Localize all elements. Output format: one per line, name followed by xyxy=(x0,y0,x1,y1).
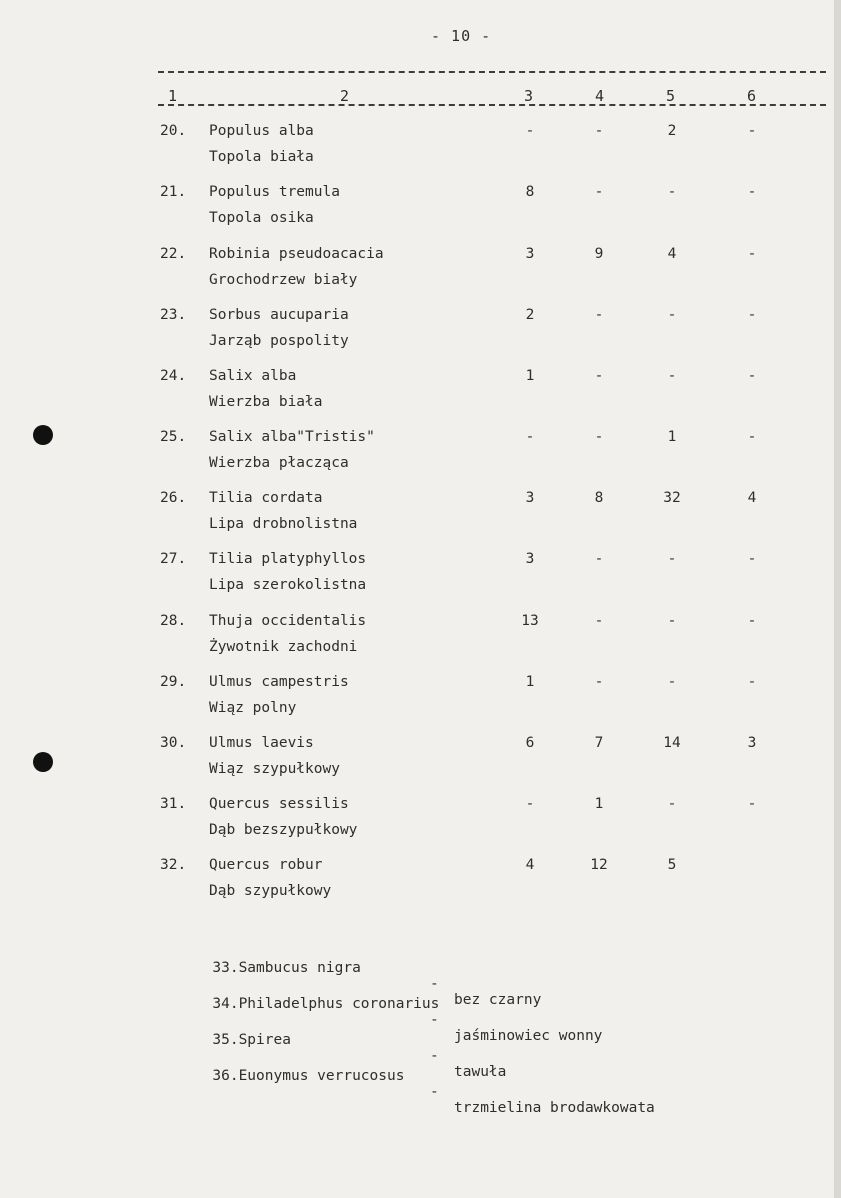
latin-name: Populus alba xyxy=(209,123,314,139)
value-col-6: - xyxy=(747,674,757,690)
column-header-3: 3 xyxy=(524,87,534,105)
row-number: 23. xyxy=(160,307,187,323)
shrub-latin-name: 36.Euonymus verrucosus xyxy=(212,1068,405,1084)
value-col-3: - xyxy=(525,123,535,139)
value-col-5: - xyxy=(667,551,677,567)
value-col-3: 2 xyxy=(525,307,535,323)
polish-name: Wiąz polny xyxy=(209,700,297,716)
value-col-5: - xyxy=(667,674,677,690)
value-col-4: - xyxy=(594,613,604,629)
value-col-6: - xyxy=(747,184,757,200)
value-col-6: - xyxy=(747,796,757,812)
shrub-polish-name: tawuła xyxy=(454,1064,507,1080)
value-col-5: - xyxy=(667,613,677,629)
polish-name: Dąb bezszypułkowy xyxy=(209,822,358,838)
value-col-5: - xyxy=(667,368,677,384)
table-row xyxy=(0,796,841,852)
top-dashed-rule xyxy=(158,71,826,73)
table-row xyxy=(0,490,841,546)
table-row xyxy=(0,674,841,730)
table-row xyxy=(0,613,841,669)
polish-name: Grochodrzew biały xyxy=(209,272,358,288)
punch-hole xyxy=(33,425,53,445)
value-col-6: - xyxy=(747,123,757,139)
value-col-6: - xyxy=(747,613,757,629)
value-col-6: 4 xyxy=(747,490,757,506)
latin-name: Salix alba xyxy=(209,368,297,384)
shrub-latin-name: 34.Philadelphus coronarius xyxy=(212,996,440,1012)
value-col-5: 14 xyxy=(663,735,681,751)
value-col-4: - xyxy=(594,307,604,323)
punch-hole xyxy=(33,752,53,772)
table-row xyxy=(0,123,841,179)
latin-name: Sorbus aucuparia xyxy=(209,307,349,323)
shrub-polish-name: bez czarny xyxy=(454,992,542,1008)
value-col-6: 3 xyxy=(747,735,757,751)
value-col-4: 1 xyxy=(594,796,604,812)
value-col-4: - xyxy=(594,123,604,139)
value-col-3: 3 xyxy=(525,490,535,506)
value-col-4: 12 xyxy=(590,857,608,873)
value-col-6: - xyxy=(747,307,757,323)
row-number: 29. xyxy=(160,674,187,690)
row-number: 22. xyxy=(160,246,187,262)
row-number: 27. xyxy=(160,551,187,567)
row-number: 26. xyxy=(160,490,187,506)
latin-name: Populus tremula xyxy=(209,184,340,200)
latin-name: Ulmus campestris xyxy=(209,674,349,690)
value-col-4: 9 xyxy=(594,246,604,262)
page-number: - 10 - xyxy=(431,27,492,45)
value-col-6: - xyxy=(747,429,757,445)
table-row xyxy=(0,429,841,485)
header-dashed-rule xyxy=(158,104,826,106)
latin-name: Salix alba"Tristis" xyxy=(209,429,375,445)
polish-name: Wierzba płacząca xyxy=(209,455,349,471)
value-col-3: 1 xyxy=(525,674,535,690)
latin-name: Thuja occidentalis xyxy=(209,613,367,629)
value-col-3: 1 xyxy=(525,368,535,384)
column-header-6: 6 xyxy=(747,87,757,105)
latin-name: Tilia cordata xyxy=(209,490,323,506)
value-col-5: 32 xyxy=(663,490,681,506)
value-col-4: - xyxy=(594,551,604,567)
shrub-dash: - xyxy=(430,1084,439,1100)
value-col-3: 3 xyxy=(525,246,535,262)
polish-name: Jarząb pospolity xyxy=(209,333,349,349)
value-col-4: - xyxy=(594,368,604,384)
shrub-dash: - xyxy=(430,976,439,992)
value-col-6: - xyxy=(747,551,757,567)
table-row xyxy=(0,735,841,791)
shrub-dash: - xyxy=(430,1012,439,1028)
row-number: 28. xyxy=(160,613,187,629)
latin-name: Ulmus laevis xyxy=(209,735,314,751)
polish-name: Żywotnik zachodni xyxy=(209,639,358,655)
value-col-6: - xyxy=(747,246,757,262)
row-number: 24. xyxy=(160,368,187,384)
polish-name: Lipa drobnolistna xyxy=(209,516,358,532)
value-col-3: - xyxy=(525,796,535,812)
shrub-polish-name: jaśminowiec wonny xyxy=(454,1028,603,1044)
value-col-4: - xyxy=(594,674,604,690)
shrub-dash: - xyxy=(430,1048,439,1064)
polish-name: Topola osika xyxy=(209,210,314,226)
value-col-4: - xyxy=(594,184,604,200)
polish-name: Topola biała xyxy=(209,149,314,165)
value-col-5: 2 xyxy=(667,123,677,139)
table-row xyxy=(0,368,841,424)
table-row xyxy=(0,246,841,302)
value-col-5: 1 xyxy=(667,429,677,445)
row-number: 32. xyxy=(160,857,187,873)
latin-name: Robinia pseudoacacia xyxy=(209,246,384,262)
value-col-3: 8 xyxy=(525,184,535,200)
table-row xyxy=(0,551,841,607)
value-col-3: 4 xyxy=(525,857,535,873)
row-number: 21. xyxy=(160,184,187,200)
value-col-3: - xyxy=(525,429,535,445)
latin-name: Tilia platyphyllos xyxy=(209,551,367,567)
shrub-polish-name: trzmielina brodawkowata xyxy=(454,1100,655,1116)
column-header-2: 2 xyxy=(340,87,350,105)
shrub-latin-name: 35.Spirea xyxy=(212,1032,291,1048)
row-number: 31. xyxy=(160,796,187,812)
polish-name: Lipa szerokolistna xyxy=(209,577,367,593)
polish-name: Dąb szypułkowy xyxy=(209,883,332,899)
column-header-5: 5 xyxy=(666,87,676,105)
value-col-5: - xyxy=(667,307,677,323)
value-col-4: - xyxy=(594,429,604,445)
table-row xyxy=(0,307,841,363)
value-col-5: - xyxy=(667,796,677,812)
value-col-5: 5 xyxy=(667,857,677,873)
polish-name: Wierzba biała xyxy=(209,394,323,410)
polish-name: Wiąz szypułkowy xyxy=(209,761,340,777)
value-col-4: 7 xyxy=(594,735,604,751)
value-col-3: 3 xyxy=(525,551,535,567)
value-col-3: 13 xyxy=(521,613,539,629)
latin-name: Quercus robur xyxy=(209,857,323,873)
row-number: 25. xyxy=(160,429,187,445)
latin-name: Quercus sessilis xyxy=(209,796,349,812)
shrub-latin-name: 33.Sambucus nigra xyxy=(212,960,361,976)
column-header-4: 4 xyxy=(595,87,605,105)
value-col-5: 4 xyxy=(667,246,677,262)
row-number: 30. xyxy=(160,735,187,751)
value-col-5: - xyxy=(667,184,677,200)
column-header-1: 1 xyxy=(168,87,178,105)
table-row xyxy=(0,184,841,240)
value-col-4: 8 xyxy=(594,490,604,506)
row-number: 20. xyxy=(160,123,187,139)
table-row xyxy=(0,857,841,913)
value-col-6: - xyxy=(747,368,757,384)
value-col-3: 6 xyxy=(525,735,535,751)
